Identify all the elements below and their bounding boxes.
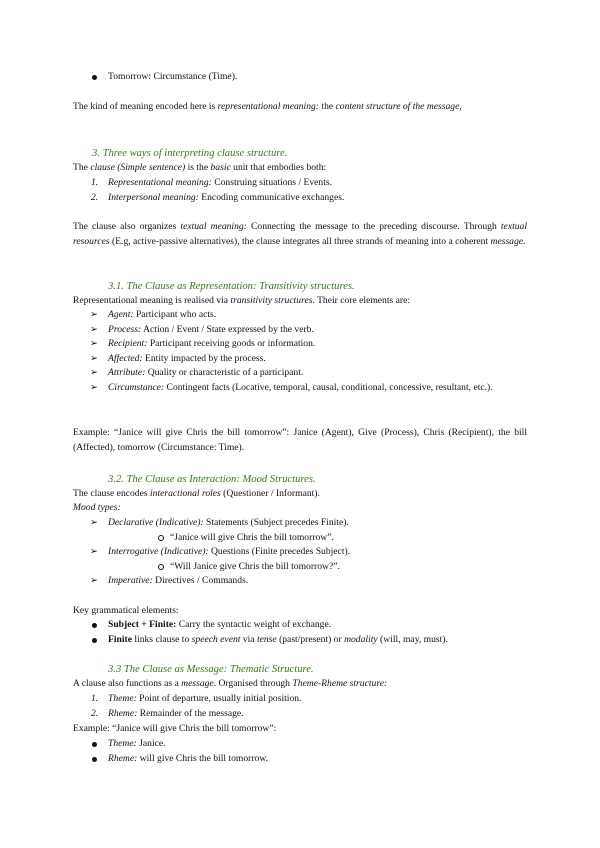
- list-item: [73, 366, 527, 381]
- arrow-bullet-icon: ➢: [90, 546, 99, 558]
- list-item-label: Interrogative (Indicative):: [108, 546, 209, 558]
- section3-textual-paragraph: [73, 220, 527, 249]
- list-item: [73, 752, 527, 767]
- list-number: 1.: [91, 693, 99, 704]
- list-item: [73, 352, 527, 367]
- section-heading-3-2: 3.2. The Clause as Interaction: Mood Structures.: [108, 474, 316, 485]
- text-run: (Questioner / Informant).: [220, 488, 320, 499]
- text-run: is the: [185, 162, 211, 173]
- bullet-dot-icon: [92, 638, 97, 643]
- list-number: 1.: [91, 177, 99, 188]
- arrow-bullet-icon: ➢: [90, 352, 99, 364]
- key-elements-label: Key grammatical elements:: [73, 605, 179, 616]
- italic-run: Theme-Rheme structure:: [292, 678, 388, 689]
- bullet-dot-icon: [92, 75, 97, 80]
- list-item-label: Rheme:: [108, 752, 138, 764]
- text-run: (past/present) or: [276, 633, 345, 645]
- list-item: [73, 692, 527, 707]
- intro-paragraph: [73, 100, 527, 115]
- section31-element-list: [73, 308, 527, 396]
- italic-run: modality: [344, 633, 378, 645]
- list-item-text: Quality or characteristic of a participant.: [145, 367, 304, 379]
- italic-run: speech event: [191, 633, 241, 645]
- section3-numbered-list: [73, 176, 527, 205]
- list-item-text: Encoding communicative exchanges.: [198, 191, 345, 203]
- arrow-bullet-icon: ➢: [90, 381, 99, 393]
- list-item-text: Statements (Subject precedes Finite).: [203, 517, 349, 528]
- list-item-text: Carry the syntactic weight of exchange.: [176, 619, 332, 630]
- italic-run: basic: [210, 162, 231, 173]
- list-item-label: Finite: [108, 633, 132, 645]
- sub-list-item-text: “Will Janice give Chris the bill tomorrow?”.: [170, 560, 340, 572]
- text-run: the: [319, 101, 336, 112]
- text-run: links clause to: [131, 633, 192, 645]
- list-item-label: Agent:: [108, 309, 134, 320]
- list-item: [73, 516, 527, 531]
- list-item: [73, 737, 527, 752]
- section33-intro: [73, 677, 527, 692]
- bullet-dot-icon: [92, 623, 97, 628]
- italic-run: tense: [256, 633, 277, 645]
- list-item-label: Theme:: [108, 738, 137, 749]
- italic-run: textual meaning:: [180, 221, 247, 232]
- text-run: Connecting the message to the preceding discourse. Through: [246, 221, 501, 232]
- list-item-label: Theme:: [108, 693, 137, 704]
- list-item-text: Janice.: [136, 738, 166, 749]
- italic-run: transitivity structures: [230, 295, 313, 306]
- list-item-text: Point of departure, usually initial position.: [136, 693, 302, 704]
- section33-example: Example: “Janice will give Chris the bill tomorrow”:: [73, 723, 277, 734]
- list-item-label: Representational meaning:: [108, 177, 212, 188]
- list-item-label: Attribute:: [108, 367, 146, 379]
- list-item-text: Action / Event / State expressed by the verb.: [141, 323, 314, 335]
- text-run: unit that embodies both:: [230, 162, 327, 173]
- list-item: [73, 308, 527, 323]
- text-run: .: [523, 235, 526, 247]
- circle-bullet-icon: [158, 535, 164, 541]
- bullet-text: : Circumstance (Time).: [148, 71, 238, 82]
- list-item-text: Participant who acts.: [133, 309, 217, 320]
- list-item-label: Subject + Finite:: [108, 619, 177, 630]
- list-item: [73, 176, 527, 191]
- text-run: Representational meaning is realised via: [73, 295, 231, 306]
- arrow-bullet-icon: ➢: [90, 367, 99, 379]
- text-run: The: [73, 162, 91, 173]
- italic-run: message: [490, 235, 524, 247]
- italic-run: content structure of the message,: [335, 101, 462, 112]
- list-item: [73, 707, 527, 722]
- bullet-label: Tomorrow: [108, 71, 149, 82]
- list-item-text: Questions (Finite precedes Subject).: [208, 546, 351, 558]
- arrow-bullet-icon: ➢: [90, 517, 99, 528]
- list-item-text: Participant receiving goods or information.: [147, 338, 316, 350]
- list-item: [73, 574, 527, 589]
- section-heading-3-1: 3.1. The Clause as Representation: Transitivity structures.: [108, 281, 355, 292]
- key-elements-list: [73, 618, 527, 647]
- list-number: 2.: [91, 707, 99, 719]
- mood-types-list: [73, 516, 527, 589]
- list-item: [73, 323, 527, 338]
- sub-list-item-text: “Janice will give Chris the bill tomorrow”.: [170, 531, 334, 543]
- sub-list-item: [73, 531, 527, 546]
- list-item-label: Interpersonal meaning:: [108, 191, 199, 203]
- section33-bullet-list: [73, 737, 527, 766]
- list-number: 2.: [91, 191, 99, 203]
- list-item: [73, 633, 527, 648]
- section3-intro: [73, 161, 527, 176]
- circle-bullet-icon: [158, 564, 164, 570]
- text-run: The clause encodes: [73, 488, 150, 499]
- text-run: . Their core elements are:: [312, 295, 411, 306]
- section33-numbered-list: [73, 692, 527, 721]
- text-run: A clause also functions as a: [73, 678, 182, 689]
- list-item-label: Declarative (Indicative):: [108, 517, 204, 528]
- list-item: [73, 337, 527, 352]
- list-item: [73, 70, 527, 85]
- italic-run: clause (Simple sentence): [90, 162, 186, 173]
- section31-intro: [73, 294, 527, 309]
- list-item: [73, 545, 527, 560]
- text-run: via: [240, 633, 257, 645]
- text-run: (E.g, active-passive alternatives), the clause integrates all three strands of meaning into a coherent: [109, 235, 491, 247]
- section32-intro: [73, 487, 527, 502]
- bullet-dot-icon: [92, 757, 97, 762]
- text-run: . Organised through: [213, 678, 293, 689]
- arrow-bullet-icon: ➢: [90, 338, 99, 350]
- arrow-bullet-icon: ➢: [90, 309, 99, 320]
- section-heading-3-3: 3.3 The Clause as Message: Thematic Structure.: [108, 664, 314, 675]
- list-item-label: Recipient:: [108, 338, 148, 350]
- list-item-text: will give Chris the bill tomorrow.: [137, 752, 269, 764]
- list-item-label: Process:: [108, 323, 142, 335]
- italic-run: message: [181, 678, 214, 689]
- list-item: [73, 381, 527, 396]
- italic-run: textual resources: [73, 221, 527, 247]
- list-item-text: Construing situations / Events.: [211, 177, 333, 188]
- arrow-bullet-icon: ➢: [90, 575, 99, 587]
- italic-run: interactional roles: [149, 488, 221, 499]
- list-item: [73, 191, 527, 206]
- section-heading-3: 3. Three ways of interpreting clause structure.: [92, 148, 288, 159]
- text-run: The kind of meaning encoded here is: [73, 101, 218, 112]
- bullet-dot-icon: [92, 742, 97, 747]
- list-item-text: Entity impacted by the process.: [142, 352, 266, 364]
- top-bullet-list: [73, 70, 527, 85]
- list-item-label: Imperative:: [108, 575, 153, 587]
- list-item: [73, 618, 527, 633]
- list-item-label: Rheme:: [108, 707, 138, 719]
- sub-list-item: [73, 560, 527, 575]
- list-item-text: Remainder of the message.: [137, 707, 244, 719]
- list-item-label: Circumstance:: [108, 381, 165, 393]
- section31-example: Example: “Janice will give Chris the bill tomorrow”: Janice (Agent), Give (Process), Chris (Recipient), the bill (Affected), tomorrow (Circumstance: Time).: [73, 427, 527, 453]
- arrow-bullet-icon: ➢: [90, 323, 99, 335]
- text-run: (will, may, must).: [377, 633, 448, 645]
- italic-run: representational meaning:: [217, 101, 319, 112]
- list-item-label: Affected:: [108, 352, 143, 364]
- mood-types-label: Mood types:: [73, 502, 121, 513]
- list-item-text: Directives / Commands.: [152, 575, 249, 587]
- list-item-text: Contingent facts (Locative, temporal, causal, conditional, concessive, resultant, etc.).: [164, 381, 493, 393]
- text-run: The clause also organizes: [73, 221, 181, 232]
